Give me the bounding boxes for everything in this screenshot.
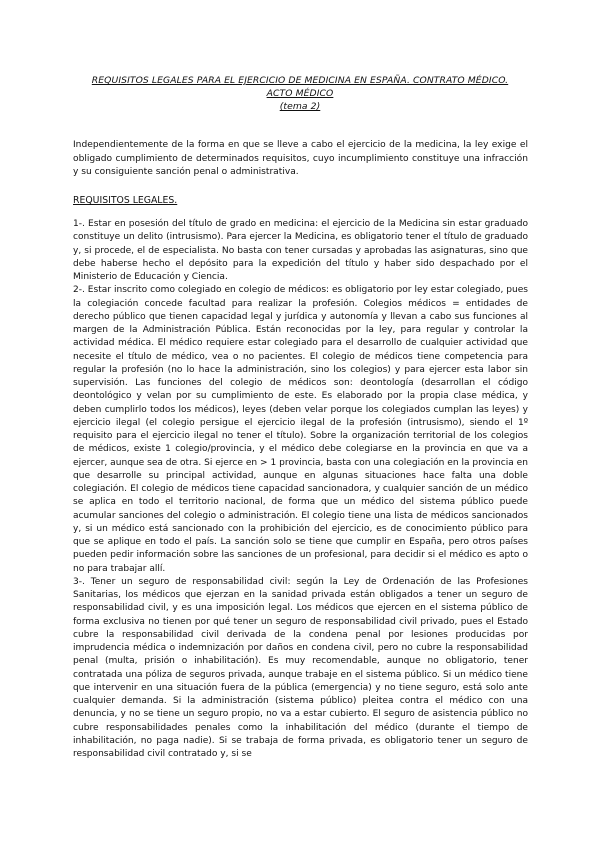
intro-paragraph: Independientemente de la forma en que se lleve a cabo el ejercicio de la medicina, la ley exige el obligado cumplimiento de determinados requisitos, cuyo incumplimiento constituye una infracción y su consiguiente sanción penal o administrativa. — [73, 140, 528, 177]
requirement-paragraph-3: 3-. Tener un seguro de responsabilidad civil: según la Ley de Ordenación de las Profesiones Sanitarias, los médicos que ejerzan en la sanidad privada están obligados a tener un seguro de responsabilidad civil, y es una imposición legal. Los médicos que ejercen en el sistema público de forma exclusiva no tienen por qué tener un seguro de responsabilidad civil privado, pues el Estado cubre la responsabilidad civil derivada de la condena penal por lesiones producidas por imprudencia médica o indemnización por daños en condena civil, pero no cubre la responsabilidad penal (multa, prisión o inhabilitación). Es muy recomendable, aunque no obligatorio, tener contratada una póliza de seguros privada, aunque trabaje en el sistema público. Si un médico tiene que intervenir en una situación fuera de la pública (emergencia) y no tiene seguro, está solo ante cualquier demanda. Si la administración (sistema público) pleitea contra el médico con una denuncia, y no se tiene un seguro propio, no va a estar cubierto. El seguro de asistencia público no cubre responsabilidades penales como la inhabilitación del médico (durante el tiempo de inhabilitación, no paga nadie). Si se trabaja de forma privada, es obligatorio tener un seguro de responsabilidad civil contratado y, si se — [73, 576, 528, 759]
document-title — [60, 74, 540, 113]
title-line-1: REQUISITOS LEGALES PARA EL EJERCICIO DE MEDICINA EN ESPAÑA. CONTRATO MÉDICO. — [91, 75, 509, 86]
document-body — [73, 218, 528, 761]
title-line-3: (tema 2) — [279, 101, 321, 112]
title-line-2: ACTO MÉDICO — [266, 88, 334, 99]
requirement-paragraph-2: 2-. Estar inscrito como colegiado en colegio de médicos: es obligatorio por ley estar colegiado, pues la colegiación concede facultad para realizar la profesión. Colegios médicos = entidades de derecho público que tienen capacidad legal y jurídica y autonomía y llevan a cabo sus funciones al margen de la Administración Pública. Están reconocidas por la ley, para regular y controlar la actividad médica. El médico requiere estar colegiado para el desarrollo de cualquier actividad que necesite el título de médico, vea o no pacientes. El colegio de médicos tiene competencia para regular la profesión (no lo hace la administración, sino los colegios) y para ejercer esta labor sin supervisión. Las funciones del colegio de médicos son: deontología (desarrollan el código deontológico y velan por su cumplimiento de este. Es elaborado por la propia clase médica, y deben cumplirlo todos los médicos), leyes (deben velar porque los colegiados cumplan las leyes) y ejercicio ilegal (el colegio persigue el ejercicio ilegal de la profesión (intrusismo), siendo el 1º requisito para el ejercicio ilegal no tener el título). Sobre la organización territorial de los colegios de médicos, existe 1 colegio/provincia, y el médico debe colegiarse en la provincia en que va a ejercer, aunque sea de otra. Si ejerce en > 1 provincia, basta con una colegiación en la provincia en que desarrolle su principal actividad, aunque en algunas situaciones hace falta una doble colegiación. El colegio de médicos tiene capacidad sancionadora, y cualquier sanción de un médico se aplica en todo el territorio nacional, de forma que un médico del sistema público puede acumular sanciones del colegio o administración. El colegio tiene una lista de médicos sancionados y, si un médico está sancionado con la prohibición del ejercicio, es de conocimiento público para que se aplique en todo el país. La sanción solo se tiene que cumplir en España, pero otros países pueden pedir información sobre las sanciones de un profesional, para decidir si el médico es apto o no para trabajar allí. — [73, 285, 528, 574]
requirement-paragraph-1: 1-. Estar en posesión del título de grado en medicina: el ejercicio de la Medicina sin estar graduado constituye un delito (intrusismo). Para ejercer la Medicina, es obligatorio tener el título de graduado y, si procede, el de especialista. No basta con tener cursadas y aprobadas las asignaturas, sino que debe haberse hecho el depósito para la expedición del título y haber sido despachado por el Ministerio de Educación y Ciencia. — [73, 219, 528, 282]
section-heading: REQUISITOS LEGALES. — [73, 195, 178, 206]
